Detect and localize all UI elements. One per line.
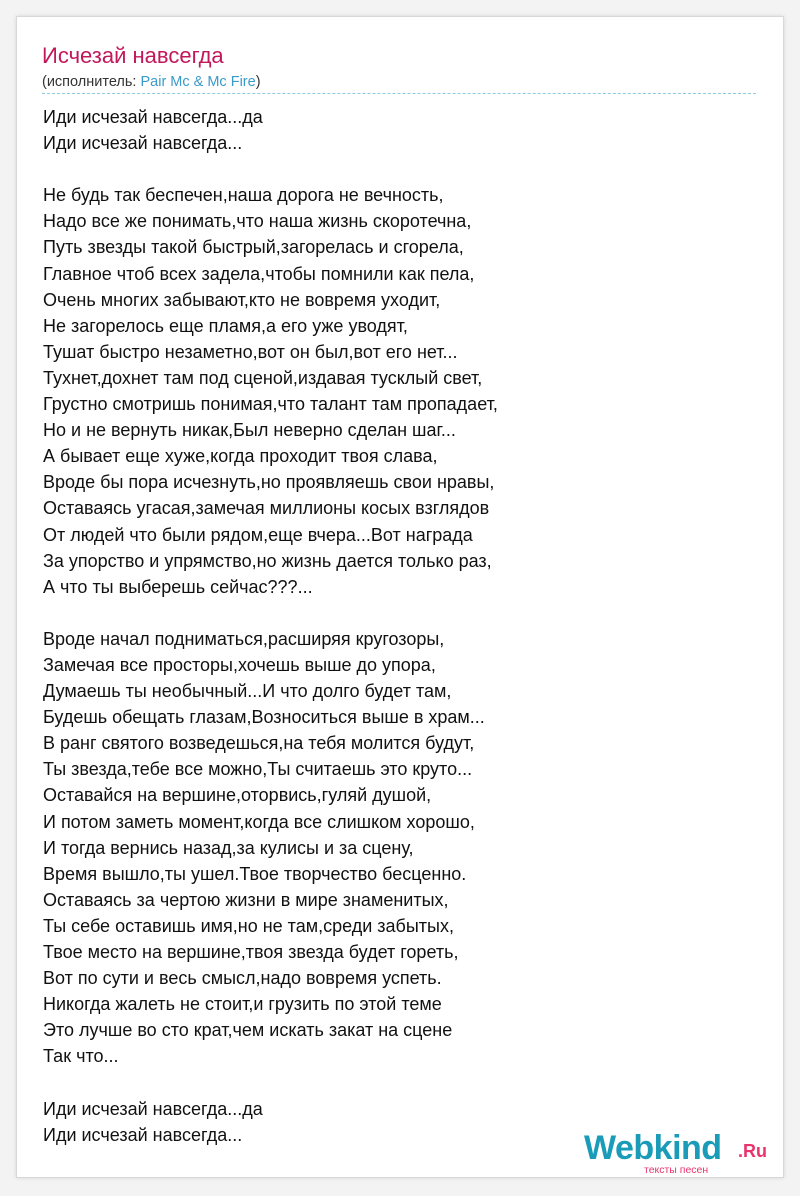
lyric-line: Надо все же понимать,что наша жизнь скоротечна, <box>43 211 472 232</box>
lyric-line: Твое место на вершине,твоя звезда будет гореть, <box>43 942 459 962</box>
lyric-line: А бывает еще хуже,когда проходит твоя слава, <box>43 446 438 467</box>
lyric-line: Иди исчезай навсегда...да <box>43 107 263 127</box>
artist-link[interactable]: Pair Mc & Mc Fire <box>140 74 256 90</box>
lyric-line: Иди исчезай навсегда... <box>43 1124 243 1145</box>
lyrics-body <box>43 104 763 1148</box>
song-title: Исчезай навсегда <box>42 43 224 68</box>
lyric-line: От людей что были рядом,еще вчера...Вот награда <box>43 524 473 545</box>
lyric-line: Время вышло,ты ушел.Твое творчество бесценно. <box>43 863 467 884</box>
logo-tld: .Ru <box>738 1141 767 1161</box>
lyric-line: Оставайся на вершине,оторвись,гуляй душой, <box>43 785 432 806</box>
lyric-line: Вроде начал подниматься,расширяя кругозоры, <box>43 628 445 649</box>
artist-suffix: ) <box>255 74 261 90</box>
lyric-line: Вроде бы пора исчезнуть,но проявляешь свои нравы, <box>43 472 495 493</box>
artist-prefix: (исполнитель: <box>42 74 141 90</box>
lyric-line: Главное чтоб всех задела,чтобы помнили как пела, <box>43 263 475 284</box>
lyric-line: Оставаясь угасая,замечая миллионы косых взглядов <box>43 498 490 519</box>
lyrics-stanza <box>43 182 763 600</box>
lyric-line: Думаешь ты необычный...И что долго будет там, <box>43 681 452 702</box>
lyric-line: И потом заметь момент,когда все слишком хорошо, <box>43 811 475 832</box>
lyric-line: Оставаясь за чертою жизни в мире знаменитых, <box>43 889 449 910</box>
lyric-line: Но и не вернуть никак,Был неверно сделан шаг... <box>43 420 456 441</box>
logo-tagline: тексты песен <box>644 1164 709 1176</box>
lyric-line: Это лучше во сто крат,чем искать закат на сцене <box>43 1020 453 1041</box>
title-divider <box>42 93 756 94</box>
lyric-line: Тушат быстро незаметно,вот он был,вот его нет... <box>43 341 458 362</box>
lyric-line: Не будь так беспечен,наша дорога не вечность, <box>43 185 444 206</box>
lyric-line: Иди исчезай навсегда... <box>43 133 243 154</box>
lyric-line: Будешь обещать глазам,Возноситься выше в храм... <box>43 707 485 728</box>
lyric-line: Ты звезда,тебе все можно,Ты считаешь это круто... <box>43 759 473 780</box>
logo-brand: Webkind <box>584 1129 722 1167</box>
lyric-line: А что ты выберешь сейчас???... <box>43 576 313 597</box>
lyric-line: Замечая все просторы,хочешь выше до упора, <box>43 654 436 675</box>
lyric-line: В ранг святого возведешься,на тебя молится будут, <box>43 733 475 754</box>
lyric-line: Путь звезды такой быстрый,загорелась и сгорела, <box>43 237 464 258</box>
artist-line <box>42 72 261 92</box>
lyric-line: Никогда жалеть не стоит,и грузить по этой теме <box>43 994 442 1015</box>
lyric-line: И тогда вернись назад,за кулисы и за сцену, <box>43 837 414 858</box>
lyric-line: Грустно смотришь понимая,что талант там пропадает, <box>43 394 498 415</box>
lyric-line: Тухнет,дохнет там под сценой,издавая тусклый свет, <box>43 367 483 388</box>
lyric-line: Очень многих забывают,кто не вовремя уходит, <box>43 289 441 310</box>
lyric-line: Иди исчезай навсегда...да <box>43 1098 263 1119</box>
lyric-line: Ты себе оставишь имя,но не там,среди забытых, <box>43 915 454 936</box>
lyric-line: За упорство и упрямство,но жизнь дается только раз, <box>43 550 492 571</box>
lyrics-stanza <box>43 626 763 1070</box>
lyric-line: Так что... <box>43 1046 119 1067</box>
lyrics-stanza <box>43 104 763 156</box>
lyric-line: Не загорелось еще пламя,а его уже уводят, <box>43 315 408 336</box>
lyric-line: Вот по сути и весь смысл,надо вовремя успеть. <box>43 968 442 989</box>
webkind-logo[interactable] <box>584 1128 784 1178</box>
